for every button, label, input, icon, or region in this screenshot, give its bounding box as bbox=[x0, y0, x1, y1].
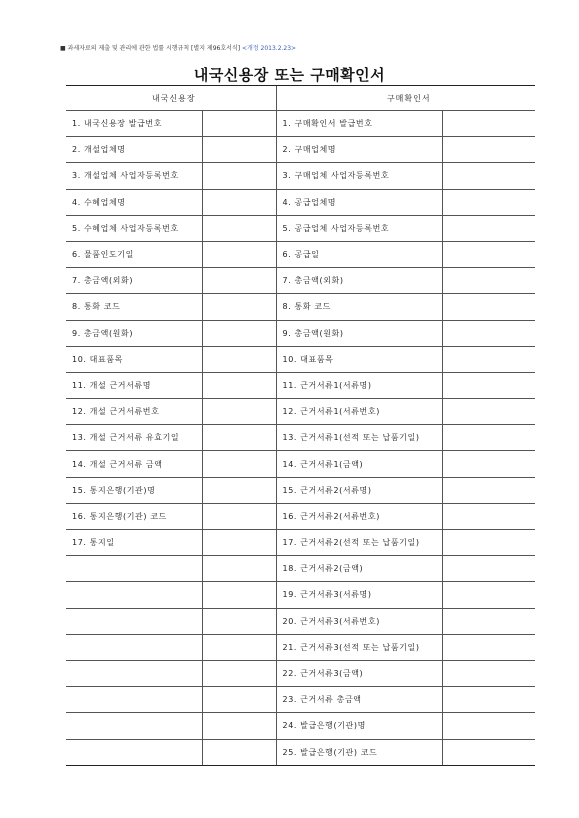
left-field-value[interactable] bbox=[202, 215, 276, 241]
left-field-label bbox=[66, 608, 202, 634]
right-field-label: 25. 발급은행(기관) 코드 bbox=[276, 739, 442, 765]
right-field-value[interactable] bbox=[442, 634, 535, 660]
table-row bbox=[66, 241, 535, 267]
left-field-value[interactable] bbox=[202, 660, 276, 686]
form-table bbox=[66, 85, 535, 766]
right-field-value[interactable] bbox=[442, 687, 535, 713]
left-field-label: 10. 대표품목 bbox=[66, 346, 202, 372]
table-row bbox=[66, 503, 535, 529]
left-field-value[interactable] bbox=[202, 163, 276, 189]
right-field-value[interactable] bbox=[442, 111, 535, 137]
left-field-label bbox=[66, 582, 202, 608]
left-field-label bbox=[66, 713, 202, 739]
left-field-value[interactable] bbox=[202, 425, 276, 451]
left-field-label: 9. 총금액(원화) bbox=[66, 320, 202, 346]
table-row bbox=[66, 687, 535, 713]
amendment-date: <개정 2013.2.23> bbox=[241, 45, 297, 52]
left-field-label: 14. 개설 근거서류 금액 bbox=[66, 451, 202, 477]
right-field-label: 23. 근거서류 총금액 bbox=[276, 687, 442, 713]
left-field-value[interactable] bbox=[202, 713, 276, 739]
form-reference-note bbox=[60, 43, 296, 52]
left-field-label: 7. 총금액(외화) bbox=[66, 268, 202, 294]
table-row bbox=[66, 399, 535, 425]
table-row bbox=[66, 372, 535, 398]
table-row bbox=[66, 556, 535, 582]
right-field-value[interactable] bbox=[442, 503, 535, 529]
table-row bbox=[66, 137, 535, 163]
right-field-value[interactable] bbox=[442, 346, 535, 372]
left-field-value[interactable] bbox=[202, 268, 276, 294]
right-field-label: 20. 근거서류3(서류번호) bbox=[276, 608, 442, 634]
left-field-label: 12. 개설 근거서류번호 bbox=[66, 399, 202, 425]
right-field-label: 16. 근거서류2(서류번호) bbox=[276, 503, 442, 529]
right-field-value[interactable] bbox=[442, 660, 535, 686]
right-field-label: 18. 근거서류2(금액) bbox=[276, 556, 442, 582]
right-field-label: 22. 근거서류3(금액) bbox=[276, 660, 442, 686]
left-field-value[interactable] bbox=[202, 556, 276, 582]
right-field-label: 21. 근거서류3(선적 또는 납품기일) bbox=[276, 634, 442, 660]
left-field-label bbox=[66, 687, 202, 713]
right-field-label: 8. 통화 코드 bbox=[276, 294, 442, 320]
table-row bbox=[66, 268, 535, 294]
right-field-label: 11. 근거서류1(서류명) bbox=[276, 372, 442, 398]
right-field-value[interactable] bbox=[442, 530, 535, 556]
table-row bbox=[66, 163, 535, 189]
right-field-label: 2. 구매업체명 bbox=[276, 137, 442, 163]
right-field-label: 14. 근거서류1(금액) bbox=[276, 451, 442, 477]
left-field-label: 11. 개설 근거서류명 bbox=[66, 372, 202, 398]
right-field-value[interactable] bbox=[442, 739, 535, 765]
left-field-value[interactable] bbox=[202, 346, 276, 372]
form-body bbox=[66, 111, 535, 766]
table-header-row bbox=[66, 86, 535, 111]
right-field-label: 4. 공급업체명 bbox=[276, 189, 442, 215]
page-title: 내국신용장 또는 구매확인서 bbox=[193, 66, 386, 84]
left-field-label: 6. 물품인도기일 bbox=[66, 241, 202, 267]
left-field-value[interactable] bbox=[202, 399, 276, 425]
right-field-label: 3. 구매업체 사업자등록번호 bbox=[276, 163, 442, 189]
right-field-value[interactable] bbox=[442, 268, 535, 294]
table-row bbox=[66, 189, 535, 215]
table-row bbox=[66, 320, 535, 346]
left-field-value[interactable] bbox=[202, 111, 276, 137]
table-row bbox=[66, 582, 535, 608]
left-field-value[interactable] bbox=[202, 451, 276, 477]
left-field-label: 16. 통지은행(기관) 코드 bbox=[66, 503, 202, 529]
right-field-value[interactable] bbox=[442, 477, 535, 503]
table-row bbox=[66, 111, 535, 137]
table-row bbox=[66, 294, 535, 320]
table-row bbox=[66, 713, 535, 739]
left-field-label: 3. 개설업체 사업자등록번호 bbox=[66, 163, 202, 189]
left-field-value[interactable] bbox=[202, 189, 276, 215]
right-field-label: 6. 공급일 bbox=[276, 241, 442, 267]
right-field-value[interactable] bbox=[442, 163, 535, 189]
table-row bbox=[66, 608, 535, 634]
right-field-label: 17. 근거서류2(선적 또는 납품기일) bbox=[276, 530, 442, 556]
left-field-value[interactable] bbox=[202, 320, 276, 346]
right-field-value[interactable] bbox=[442, 189, 535, 215]
right-field-value[interactable] bbox=[442, 241, 535, 267]
right-field-label: 19. 근거서류3(서류명) bbox=[276, 582, 442, 608]
form-law-reference: ■ 과세자료의 제출 및 관리에 관한 법률 시행규칙 [별지 제96호서식] bbox=[60, 45, 241, 52]
right-field-label: 13. 근거서류1(선적 또는 납품기일) bbox=[276, 425, 442, 451]
table-row bbox=[66, 215, 535, 241]
left-field-label: 1. 내국신용장 발급번호 bbox=[66, 111, 202, 137]
left-field-value[interactable] bbox=[202, 687, 276, 713]
table-row bbox=[66, 530, 535, 556]
left-field-label: 2. 개설업체명 bbox=[66, 137, 202, 163]
right-field-value[interactable] bbox=[442, 556, 535, 582]
left-field-label: 8. 통화 코드 bbox=[66, 294, 202, 320]
left-field-value[interactable] bbox=[202, 294, 276, 320]
right-field-value[interactable] bbox=[442, 582, 535, 608]
left-field-label bbox=[66, 556, 202, 582]
left-field-value[interactable] bbox=[202, 739, 276, 765]
right-field-value[interactable] bbox=[442, 294, 535, 320]
left-field-label: 4. 수혜업체명 bbox=[66, 189, 202, 215]
right-field-value[interactable] bbox=[442, 713, 535, 739]
left-field-value[interactable] bbox=[202, 137, 276, 163]
right-field-label: 24. 발급은행(기관)명 bbox=[276, 713, 442, 739]
right-field-value[interactable] bbox=[442, 608, 535, 634]
table-row bbox=[66, 477, 535, 503]
right-field-value[interactable] bbox=[442, 399, 535, 425]
left-field-label bbox=[66, 739, 202, 765]
right-field-value[interactable] bbox=[442, 137, 535, 163]
left-field-label: 17. 통지일 bbox=[66, 530, 202, 556]
right-field-label: 12. 근거서류1(서류번호) bbox=[276, 399, 442, 425]
right-field-value[interactable] bbox=[442, 215, 535, 241]
column-header-purchase-confirmation: 구매확인서 bbox=[276, 86, 535, 111]
left-field-value[interactable] bbox=[202, 241, 276, 267]
table-row bbox=[66, 451, 535, 477]
table-row bbox=[66, 739, 535, 765]
right-field-value[interactable] bbox=[442, 320, 535, 346]
table-row bbox=[66, 660, 535, 686]
right-field-label: 1. 구매확인서 발급번호 bbox=[276, 111, 442, 137]
right-field-value[interactable] bbox=[442, 451, 535, 477]
column-header-domestic-lc: 내국신용장 bbox=[66, 86, 276, 111]
table-row bbox=[66, 634, 535, 660]
left-field-label: 5. 수혜업체 사업자등록번호 bbox=[66, 215, 202, 241]
left-field-value[interactable] bbox=[202, 503, 276, 529]
right-field-label: 5. 공급업체 사업자등록번호 bbox=[276, 215, 442, 241]
left-field-value[interactable] bbox=[202, 582, 276, 608]
left-field-label: 15. 통지은행(기관)명 bbox=[66, 477, 202, 503]
right-field-label: 15. 근거서류2(서류명) bbox=[276, 477, 442, 503]
left-field-value[interactable] bbox=[202, 372, 276, 398]
right-field-label: 10. 대표품목 bbox=[276, 346, 442, 372]
left-field-value[interactable] bbox=[202, 634, 276, 660]
right-field-label: 9. 총금액(원화) bbox=[276, 320, 442, 346]
right-field-value[interactable] bbox=[442, 425, 535, 451]
right-field-label: 7. 총금액(외화) bbox=[276, 268, 442, 294]
left-field-label: 13. 개설 근거서류 유효기일 bbox=[66, 425, 202, 451]
left-field-value[interactable] bbox=[202, 608, 276, 634]
right-field-value[interactable] bbox=[442, 372, 535, 398]
table-row bbox=[66, 346, 535, 372]
left-field-label bbox=[66, 634, 202, 660]
left-field-value[interactable] bbox=[202, 477, 276, 503]
left-field-value[interactable] bbox=[202, 530, 276, 556]
left-field-label bbox=[66, 660, 202, 686]
table-row bbox=[66, 425, 535, 451]
